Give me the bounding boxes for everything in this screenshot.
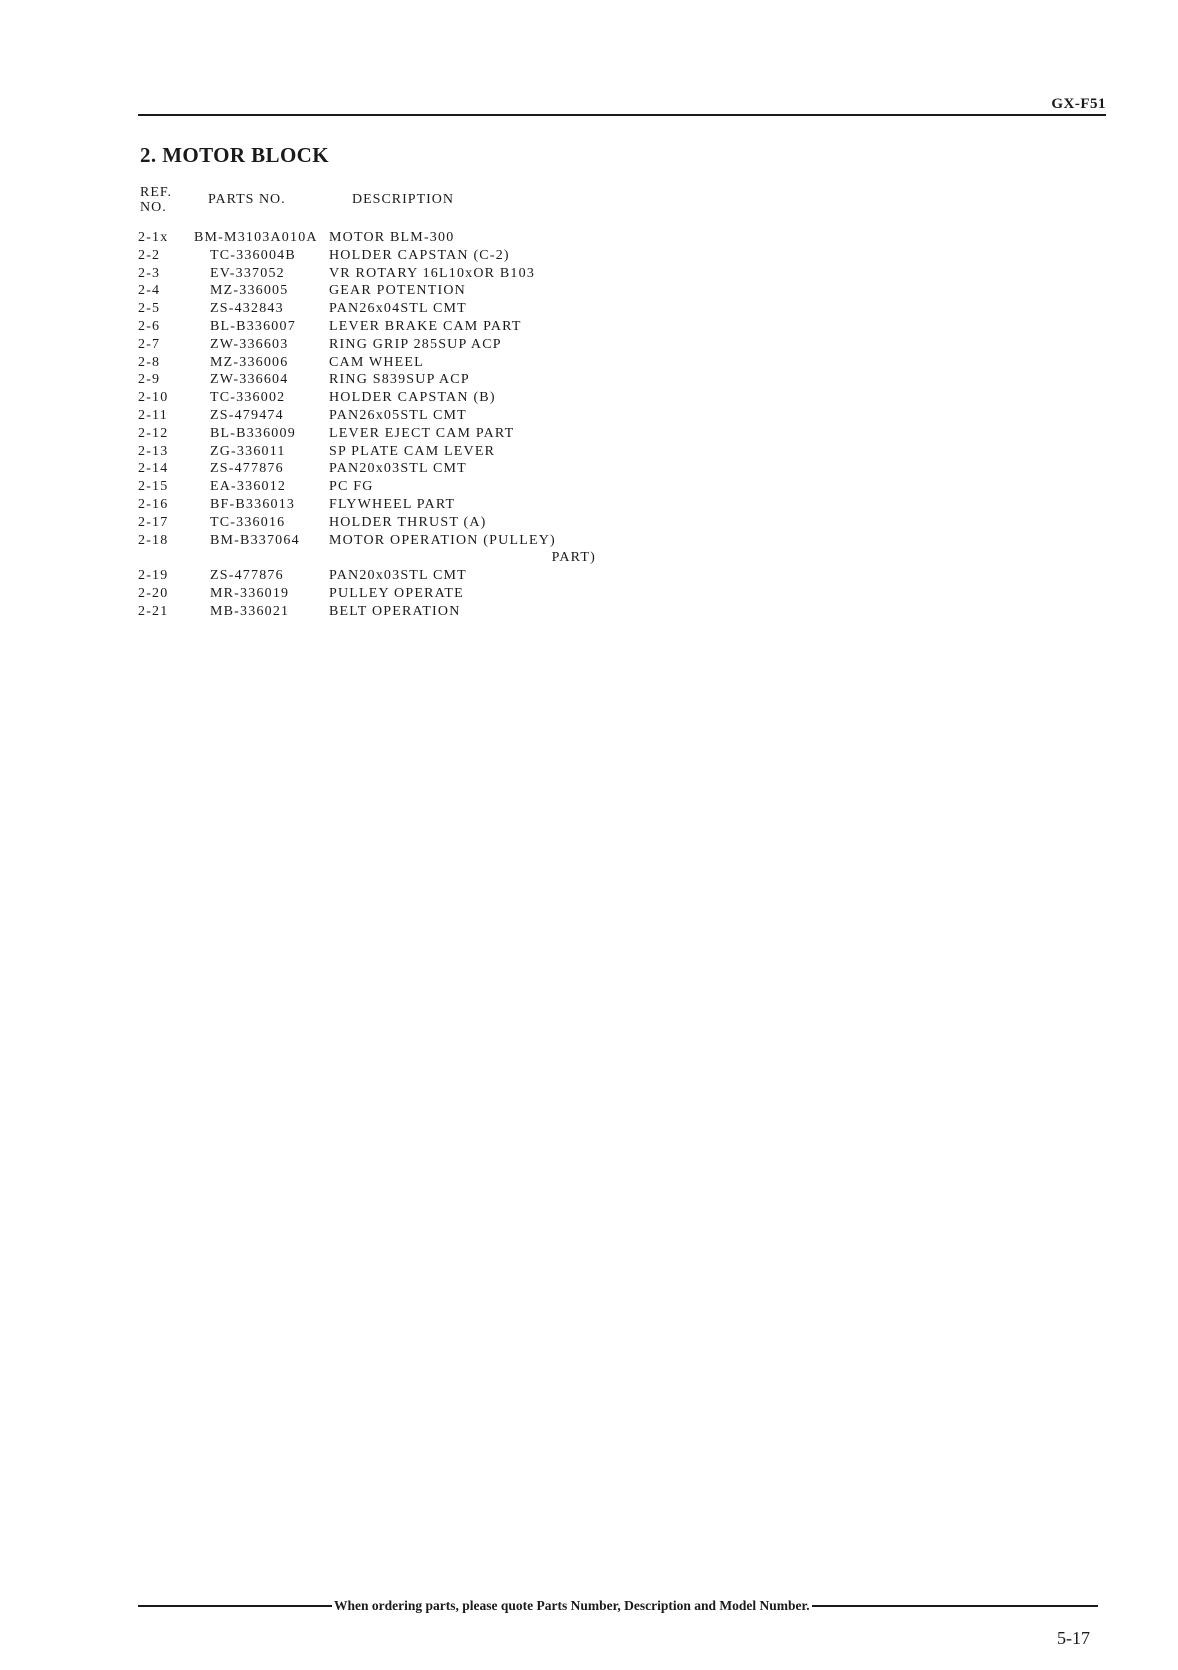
parts-description: CAM WHEEL	[329, 354, 424, 370]
parts-number: MZ-336005	[210, 283, 289, 299]
parts-number: BM-B337064	[210, 532, 300, 548]
parts-row	[138, 532, 638, 550]
parts-description-continuation: PART)	[551, 550, 596, 566]
model-number: GX-F51	[1051, 96, 1106, 112]
parts-row	[138, 282, 638, 300]
parts-row	[138, 460, 638, 478]
ref-number: 2-9	[138, 372, 161, 388]
parts-row	[138, 354, 638, 372]
ref-number: 2-1x	[138, 230, 169, 245]
header-rule	[138, 114, 1106, 116]
parts-number: BF-B336013	[210, 496, 296, 512]
parts-number: TC-336002	[210, 390, 286, 406]
parts-description: MOTOR BLM-300	[329, 230, 455, 245]
parts-row	[138, 318, 638, 336]
parts-row	[138, 300, 638, 318]
parts-row	[138, 407, 638, 425]
parts-list	[138, 229, 638, 621]
parts-number: ZS-479474	[210, 407, 284, 423]
column-header-parts-no: PARTS NO.	[208, 192, 286, 207]
parts-number: TC-336004B	[210, 247, 296, 263]
parts-description: HOLDER THRUST (A)	[329, 514, 487, 530]
parts-description: VR ROTARY 16L10xOR B103	[329, 265, 536, 281]
column-header-description: DESCRIPTION	[352, 192, 455, 207]
parts-row	[138, 478, 638, 496]
parts-number: EV-337052	[210, 265, 285, 281]
parts-row	[138, 567, 638, 585]
parts-number: MZ-336006	[210, 354, 289, 370]
parts-row	[138, 247, 638, 265]
ref-number: 2-17	[138, 514, 169, 530]
parts-row	[138, 514, 638, 532]
ref-number: 2-14	[138, 461, 169, 477]
parts-number: ZS-477876	[210, 568, 284, 584]
page-number: 5-17	[1057, 1628, 1090, 1648]
parts-description: HOLDER CAPSTAN (C-2)	[329, 247, 510, 263]
parts-description: PAN26x04STL CMT	[329, 301, 467, 317]
footer-rule-right	[812, 1605, 1098, 1607]
parts-number: ZG-336011	[210, 443, 286, 459]
ref-number: 2-18	[138, 532, 169, 548]
parts-description: GEAR POTENTION	[329, 283, 466, 299]
ref-number: 2-5	[138, 301, 161, 317]
footer-notice-line	[138, 1598, 1098, 1614]
ref-number: 2-3	[138, 265, 161, 281]
parts-number: ZW-336604	[210, 372, 289, 388]
parts-description: PULLEY OPERATE	[329, 585, 464, 601]
parts-number: MB-336021	[210, 603, 290, 619]
parts-number: EA-336012	[210, 479, 287, 495]
parts-description: LEVER EJECT CAM PART	[329, 425, 515, 441]
ref-number: 2-20	[138, 585, 169, 601]
ref-number: 2-16	[138, 496, 169, 512]
parts-row-continuation	[138, 549, 638, 567]
parts-row	[138, 443, 638, 461]
column-header-ref	[140, 185, 190, 215]
parts-row	[138, 603, 638, 621]
parts-number: BL-B336009	[210, 425, 296, 441]
parts-number: BM-M3103A010A	[194, 230, 318, 245]
ref-number: 2-7	[138, 336, 161, 352]
footer-notice: When ordering parts, please quote Parts Number, Description and Model Number.	[334, 1598, 810, 1613]
ref-number: 2-21	[138, 603, 169, 619]
ref-number: 2-13	[138, 443, 169, 459]
parts-number: ZS-432843	[210, 301, 284, 317]
parts-row	[138, 389, 638, 407]
parts-description: SP PLATE CAM LEVER	[329, 443, 496, 459]
parts-description: PAN20x03STL CMT	[329, 568, 467, 584]
parts-row	[138, 371, 638, 389]
parts-row	[138, 496, 638, 514]
column-header-ref-line: REF.	[140, 185, 173, 200]
ref-number: 2-15	[138, 479, 169, 495]
parts-description: HOLDER CAPSTAN (B)	[329, 390, 496, 406]
parts-description: PAN26x05STL CMT	[329, 407, 467, 423]
parts-row	[138, 265, 638, 283]
ref-number: 2-10	[138, 390, 169, 406]
ref-number: 2-2	[138, 247, 161, 263]
parts-description: FLYWHEEL PART	[329, 496, 456, 512]
column-header-ref-line: NO.	[140, 200, 167, 215]
footer-rule-left	[138, 1605, 332, 1607]
ref-number: 2-8	[138, 354, 161, 370]
ref-number: 2-11	[138, 407, 168, 423]
parts-description: BELT OPERATION	[329, 603, 461, 619]
parts-number: ZW-336603	[210, 336, 289, 352]
ref-number: 2-6	[138, 318, 161, 334]
section-title: 2. MOTOR BLOCK	[140, 143, 329, 167]
parts-row	[138, 229, 638, 247]
parts-number: ZS-477876	[210, 461, 284, 477]
parts-description: PC FG	[329, 479, 374, 495]
parts-number: BL-B336007	[210, 318, 296, 334]
parts-row	[138, 336, 638, 354]
parts-description: LEVER BRAKE CAM PART	[329, 318, 522, 334]
parts-row	[138, 585, 638, 603]
ref-number: 2-4	[138, 283, 161, 299]
ref-number: 2-12	[138, 425, 169, 441]
parts-number: MR-336019	[210, 585, 290, 601]
parts-description: MOTOR OPERATION (PULLEY)	[329, 532, 556, 548]
parts-row	[138, 425, 638, 443]
parts-description: RING GRIP 285SUP ACP	[329, 336, 502, 352]
parts-description: PAN20x03STL CMT	[329, 461, 467, 477]
ref-number: 2-19	[138, 568, 169, 584]
parts-number: TC-336016	[210, 514, 286, 530]
parts-description: RING S839SUP ACP	[329, 372, 470, 388]
